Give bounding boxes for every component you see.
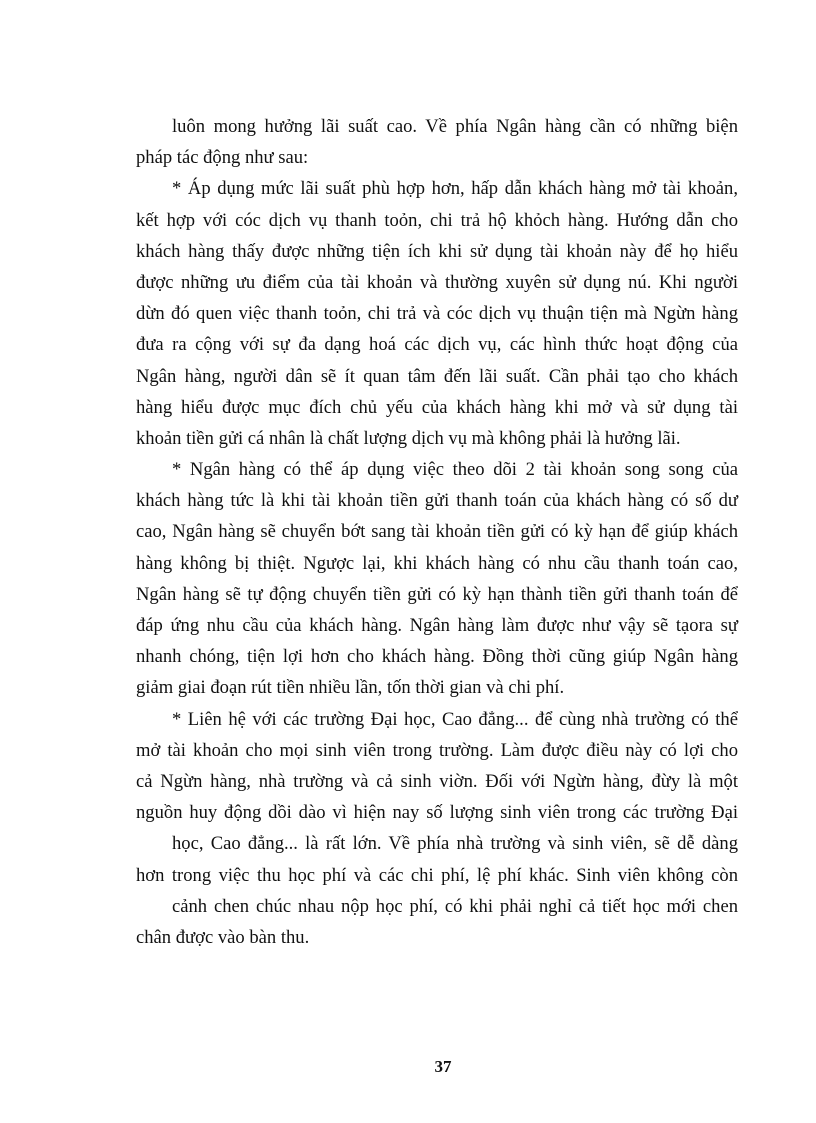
text-line: nguồn huy động dồi dào vì hiện nay số lượng sinh viên trong các trường Đại [136, 802, 738, 824]
text-line: chân được vào bàn thu. [136, 926, 310, 948]
text-line: khách hàng thấy được những tiện ích khi sử dụng tài khoản này để họ hiểu [136, 240, 738, 262]
body-text [136, 111, 738, 953]
text-line: cao, Ngân hàng sẽ chuyển bớt sang tài khoản tiền gửi có kỳ hạn để giúp khách [136, 521, 738, 543]
text-line: * Ngân hàng có thể áp dụng việc theo dõi 2 tài khoản song song của [172, 459, 738, 481]
text-line: hàng không bị thiệt. Ngược lại, khi khách hàng có nhu cầu thanh toán cao, [136, 552, 738, 574]
text-line: luôn mong hưởng lãi suất cao. Về phía Ngân hàng cần có những biện [172, 116, 738, 137]
text-line: được những ưu điểm của tài khoản và thường xuyên sử dụng nú. Khi người [136, 271, 738, 293]
text-line: Ngân hàng sẽ tự động chuyển tiền gửi có kỳ hạn thành tiền gửi thanh toán để [136, 583, 738, 605]
text-line: Ngân hàng, người dân sẽ ít quan tâm đến lãi suất. Cần phải tạo cho khách [136, 365, 738, 387]
text-line: mở tài khoản cho mọi sinh viên trong trường. Làm được điều này có lợi cho [136, 739, 738, 761]
text-line: cả Ngừn hàng, nhà trường và cả sinh viờn. Đối với Ngừn hàng, đừy là một [136, 770, 738, 792]
text-line: kết hợp với cóc dịch vụ thanh toỏn, chi trả hộ khỏch hàng. Hướng dẫn cho [136, 209, 738, 231]
text-line: đưa ra cộng với sự đa dạng hoá các dịch vụ, các hình thức hoạt động của [136, 334, 738, 356]
text-line: giảm giai đoạn rút tiền nhiều lần, tốn thời gian và chi phí. [136, 677, 565, 699]
text-line: * Liên hệ với các trường Đại học, Cao đẳng... để cùng nhà trường có thể [172, 708, 738, 730]
text-line: dừn đó quen việc thanh toỏn, chi trả và cóc dịch vụ thuận tiện mà Ngừn hàng [136, 303, 738, 325]
page-number: 37 [434, 1057, 452, 1076]
text-line: hàng hiểu được mục đích chủ yếu của khách hàng khi mở và sử dụng tài [136, 396, 738, 418]
text-line: học, Cao đẳng... là rất lớn. Về phía nhà trường và sinh viên, sẽ dễ dàng [172, 833, 738, 855]
text-line: hơn trong việc thu học phí và các chi phí, lệ phí khác. Sinh viên không còn [136, 864, 738, 886]
text-line: khoản tiền gửi cá nhân là chất lượng dịch vụ mà không phải là hưởng lãi. [136, 427, 681, 449]
text-line: nhanh chóng, tiện lợi hơn cho khách hàng. Đồng thời cũng giúp Ngân hàng [136, 646, 738, 668]
text-line: đáp ứng nhu cầu của khách hàng. Ngân hàng làm được như vậy sẽ tạora sự [136, 615, 738, 636]
text-line: * Áp dụng mức lãi suất phù hợp hơn, hấp dẫn khách hàng mở tài khoản, [172, 178, 738, 200]
text-line: pháp tác động như sau: [136, 147, 309, 169]
text-line: cảnh chen chúc nhau nộp học phí, có khi phải nghỉ cả tiết học mới chen [172, 895, 738, 917]
text-line: khách hàng tức là khi tài khoản tiền gửi thanh toán của khách hàng có số dư [136, 490, 738, 512]
